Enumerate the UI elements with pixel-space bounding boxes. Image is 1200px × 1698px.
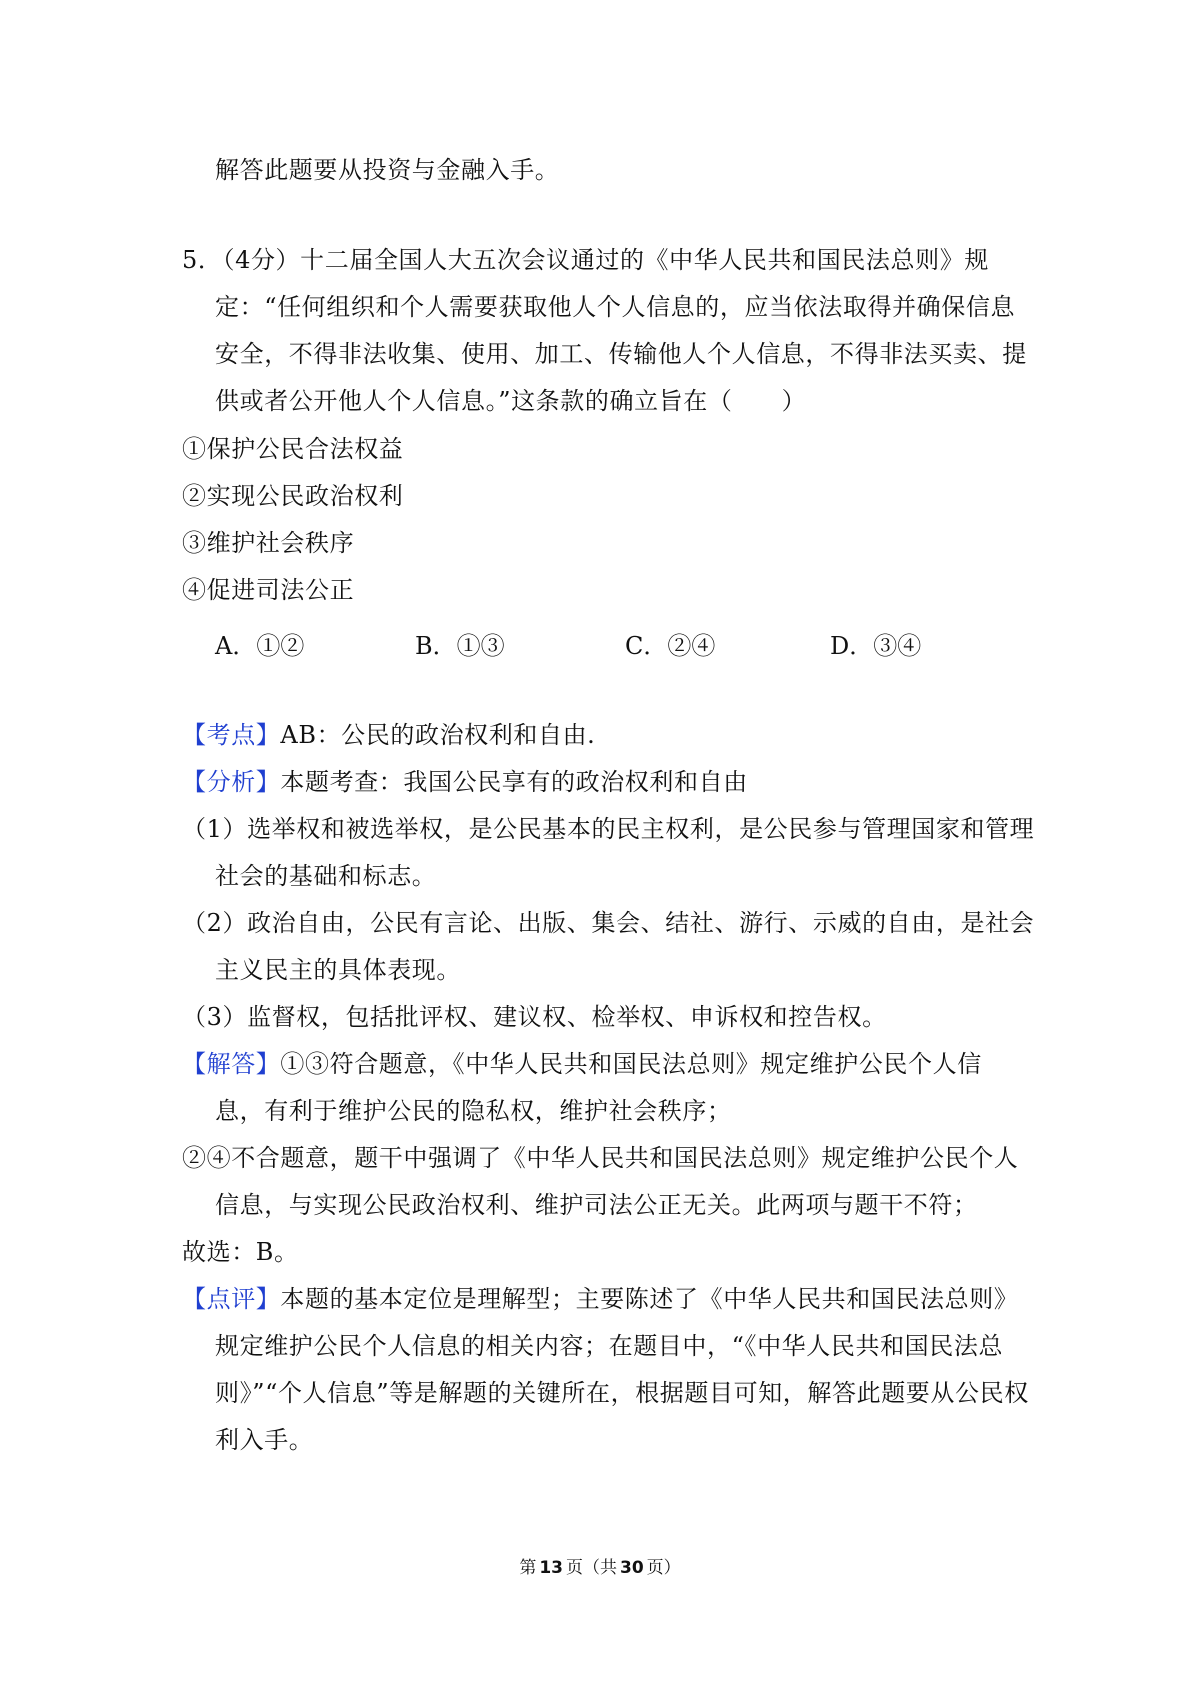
fenxi-line: （1）选举权和被选举权，是公民基本的民主权利，是公民参与管理国家和管理	[182, 815, 1035, 843]
question-stem-line: 安全，不得非法收集、使用、加工、传输他人个人信息，不得非法买卖、提	[215, 340, 1027, 368]
fenxi-tag: 【分析】	[182, 768, 281, 796]
kaodian-section	[182, 719, 595, 751]
fenxi-line: 主义民主的具体表现。	[215, 956, 461, 984]
fenxi-head	[182, 766, 748, 798]
jieda-text: ①③符合题意，《中华人民共和国民法总则》规定维护公民个人信	[280, 1050, 982, 1078]
page-number: 13	[539, 1558, 563, 1578]
statement-item: ④促进司法公正	[182, 576, 355, 604]
dianping-text: 本题的基本定位是理解型；主要陈述了《中华人民共和国民法总则》	[280, 1285, 1019, 1313]
fenxi-line: （3）监督权，包括批评权、建议权、检举权、申诉权和控告权。	[182, 1003, 887, 1031]
option-d: D．③④	[830, 632, 922, 660]
kaodian-text: AB：公民的政治权利和自由.	[280, 721, 596, 749]
option-c: C．②④	[625, 632, 716, 660]
answer-choice: 故选：B。	[182, 1238, 299, 1266]
kaodian-tag: 【考点】	[182, 721, 281, 749]
dianping-head	[182, 1283, 1018, 1315]
fenxi-text: 本题考查：我国公民享有的政治权利和自由	[280, 768, 748, 796]
page-footer: 第 13 页（共 30 页）	[519, 1558, 681, 1578]
jieda-tag: 【解答】	[182, 1050, 281, 1078]
jieda-line: ②④不合题意，题干中强调了《中华人民共和国民法总则》规定维护公民个人	[182, 1144, 1019, 1172]
option-b: B．①③	[415, 632, 505, 660]
fenxi-line: （2）政治自由，公民有言论、出版、集会、结社、游行、示威的自由，是社会	[182, 909, 1035, 937]
option-a: A．①②	[215, 632, 305, 660]
jieda-head	[182, 1048, 982, 1080]
question-stem-line: 5．（4分）十二届全国人大五次会议通过的《中华人民共和国民法总则》规	[182, 246, 989, 274]
jieda-line: 信息，与实现公民政治权利、维护司法公正无关。此两项与题干不符；	[215, 1191, 978, 1219]
dianping-tag: 【点评】	[182, 1285, 281, 1313]
dianping-line: 利入手。	[215, 1426, 314, 1454]
statement-item: ②实现公民政治权利	[182, 482, 404, 510]
dianping-line: 则》”“个人信息”等是解题的关键所在，根据题目可知，解答此题要从公民权	[215, 1379, 1029, 1407]
statement-item: ①保护公民合法权益	[182, 435, 404, 463]
jieda-line: 息，有利于维护公民的隐私权，维护社会秩序；	[215, 1097, 732, 1125]
question-stem-line: 定：“任何组织和个人需要获取他人个人信息的，应当依法取得并确保信息	[215, 293, 1016, 321]
dianping-line: 规定维护公民个人信息的相关内容；在题目中，“《中华人民共和国民法总	[215, 1332, 1004, 1360]
question-stem-line: 供或者公开他人个人信息。”这条款的确立旨在（ ）	[215, 387, 807, 415]
page-total: 30	[620, 1558, 644, 1578]
fenxi-line: 社会的基础和标志。	[215, 862, 437, 890]
prev-answer-tail: 解答此题要从投资与金融入手。	[215, 156, 560, 184]
statement-item: ③维护社会秩序	[182, 529, 355, 557]
